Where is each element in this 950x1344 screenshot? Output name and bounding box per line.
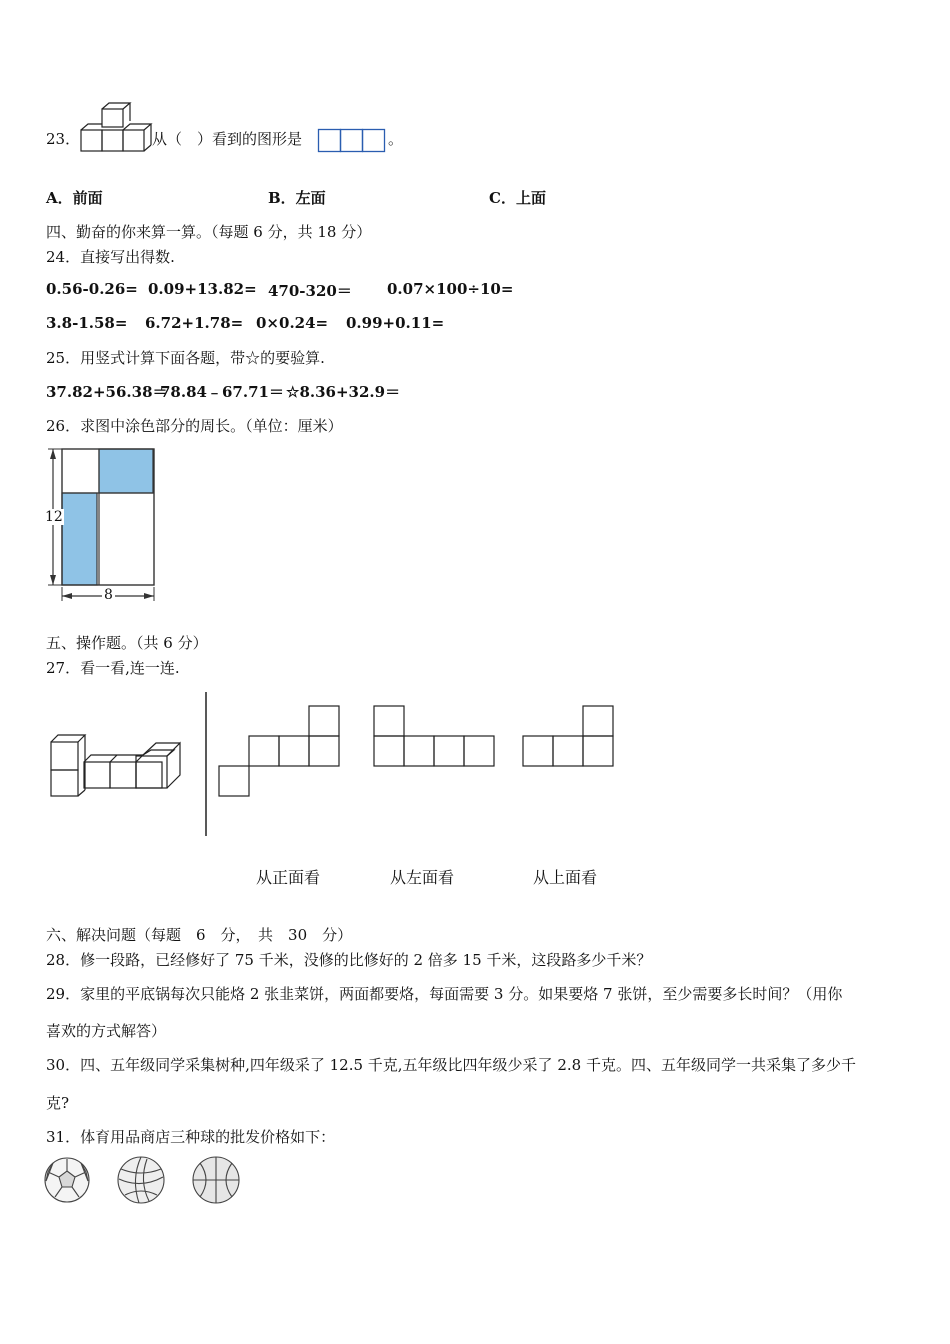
q23-question-text: 从（ ）看到的图形是 bbox=[152, 130, 303, 148]
section5-heading: 五、操作题。（共 6 分） bbox=[46, 634, 208, 652]
q24-item: 0.07×100÷10= bbox=[387, 280, 514, 298]
q24-item: 6.72+1.78= bbox=[145, 314, 244, 332]
section6-heading: 六、解决问题（每题 6 分， 共 30 分） bbox=[46, 926, 353, 944]
q24-title: 24．直接写出得数. bbox=[46, 248, 175, 266]
q26-height-label: 12 bbox=[45, 509, 63, 525]
q24-item: 0.56-0.26= bbox=[46, 280, 138, 298]
q29-text-line1: 29．家里的平底锅每次只能烙 2 张韭菜饼，两面都要烙，每面需要 3 分。如果要烙 7 张饼，至少需要多长时间？（用你 bbox=[46, 985, 843, 1003]
q26-perimeter-figure bbox=[40, 445, 165, 607]
q27-solid-figure bbox=[51, 735, 180, 796]
q27-view-label-top: 从上面看 bbox=[533, 868, 598, 887]
q27-view-figure-1 bbox=[219, 706, 339, 796]
soccer-ball-icon bbox=[45, 1158, 89, 1202]
q27-view-figure-3 bbox=[523, 706, 613, 766]
q29-text-line2: 喜欢的方式解答） bbox=[46, 1022, 167, 1040]
q23-answer-shape bbox=[318, 129, 388, 152]
shaded-top-rect bbox=[99, 449, 153, 493]
q31-text: 31．体育用品商店三种球的批发价格如下： bbox=[46, 1128, 336, 1146]
q25-title: 25．用竖式计算下面各题，带☆的要验算. bbox=[46, 349, 325, 367]
q25-item: 78.84﹣67.71＝ bbox=[160, 383, 284, 401]
q23-number: 23． bbox=[46, 130, 81, 148]
q26-width-label: 8 bbox=[104, 587, 113, 603]
q26-title: 26．求图中涂色部分的周长。（单位：厘米） bbox=[46, 417, 343, 435]
q24-item: 470-320＝ bbox=[268, 282, 352, 300]
q23-option-a[interactable]: A．前面 bbox=[46, 189, 103, 207]
q23-period: 。 bbox=[388, 130, 404, 148]
shaded-left-rect bbox=[62, 493, 97, 585]
volleyball-icon bbox=[118, 1157, 164, 1203]
q24-item: 0.09+13.82= bbox=[148, 280, 257, 298]
q24-item: 0.99+0.11= bbox=[346, 314, 445, 332]
q23-cube-figure bbox=[80, 101, 150, 153]
q30-text-line1: 30．四、五年级同学采集树种,四年级采了 12.5 千克,五年级比四年级少采了 2.8 千克。四、五年级同学一共采集了多少千 bbox=[46, 1056, 856, 1074]
q27-view-figure-2 bbox=[374, 706, 494, 766]
basketball-icon bbox=[193, 1157, 239, 1203]
q30-text-line2: 克? bbox=[46, 1094, 70, 1112]
q28-text: 28．修一段路，已经修好了 75 千米，没修的比修好的 2 倍多 15 千米，这段路多少千米？ bbox=[46, 951, 652, 969]
q27-view-label-left: 从左面看 bbox=[390, 868, 455, 887]
q27-figures bbox=[46, 690, 646, 840]
section4-heading: 四、勤奋的你来算一算。（每题 6 分，共 18 分） bbox=[46, 223, 372, 241]
q25-item: ☆8.36+32.9＝ bbox=[286, 383, 401, 401]
q27-view-label-front: 从正面看 bbox=[256, 868, 321, 887]
q23-option-c[interactable]: C．上面 bbox=[489, 189, 546, 207]
q27-title: 27．看一看,连一连. bbox=[46, 659, 180, 677]
q24-item: 3.8-1.58= bbox=[46, 314, 128, 332]
q23-option-b[interactable]: B．左面 bbox=[268, 189, 326, 207]
q31-balls bbox=[44, 1157, 244, 1207]
q25-item: 37.82+56.38＝ bbox=[46, 383, 168, 401]
q24-item: 0×0.24= bbox=[256, 314, 329, 332]
